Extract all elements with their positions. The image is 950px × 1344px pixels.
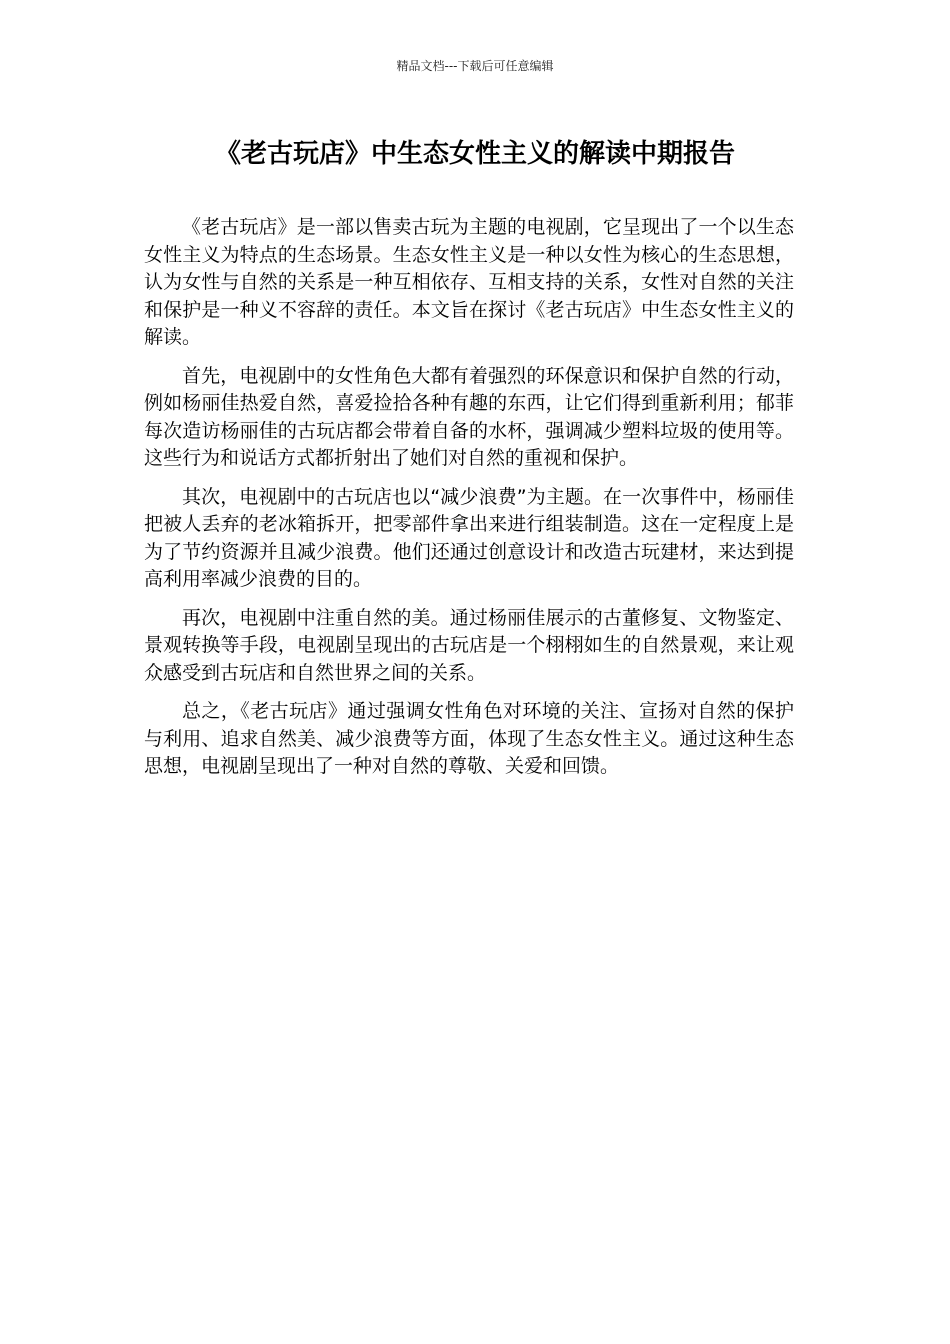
paragraph-3: 其次，电视剧中的古玩店也以“减少浪费”为主题。在一次事件中，杨丽佳把被人丢弃的老冰箱拆开，把零部件拿出来进行组装制造。这在一定程度上是为了节约资源并且减少浪费。他们还通过创意设计和改造古玩建材，来达到提高利用率减少浪费的目的。	[144, 485, 794, 590]
paragraph-2: 首先，电视剧中的女性角色大都有着强烈的环保意识和保护自然的行动，例如杨丽佳热爱自然，喜爱捡拾各种有趣的东西，让它们得到重新利用；郁菲每次造访杨丽佳的古玩店都会带着自备的水杯，强调减少塑料垃圾的使用等。这些行为和说话方式都折射出了她们对自然的重视和保护。	[144, 364, 794, 469]
paragraph-1: 《老古玩店》是一部以售卖古玩为主题的电视剧，它呈现出了一个以生态女性主义为特点的生态场景。生态女性主义是一种以女性为核心的生态思想，认为女性与自然的关系是一种互相依存、互相支持的关系，女性对自然的关注和保护是一种义不容辞的责任。本文旨在探讨《老古玩店》中生态女性主义的解读。	[144, 216, 794, 348]
paragraph-4: 再次，电视剧中注重自然的美。通过杨丽佳展示的古董修复、文物鉴定、景观转换等手段，电视剧呈现出的古玩店是一个栩栩如生的自然景观，来让观众感受到古玩店和自然世界之间的关系。	[144, 606, 794, 684]
document-body	[144, 214, 794, 792]
paragraph-5: 总之，《老古玩店》通过强调女性角色对环境的关注、宣扬对自然的保护与利用、追求自然美、减少浪费等方面，体现了生态女性主义。通过这种生态思想，电视剧呈现出了一种对自然的尊敬、关爱和回馈。	[144, 700, 794, 777]
header-note: 精品文档---下载后可任意编辑	[396, 59, 554, 73]
document-title: 《老古玩店》中生态女性主义的解读中期报告	[214, 139, 735, 169]
